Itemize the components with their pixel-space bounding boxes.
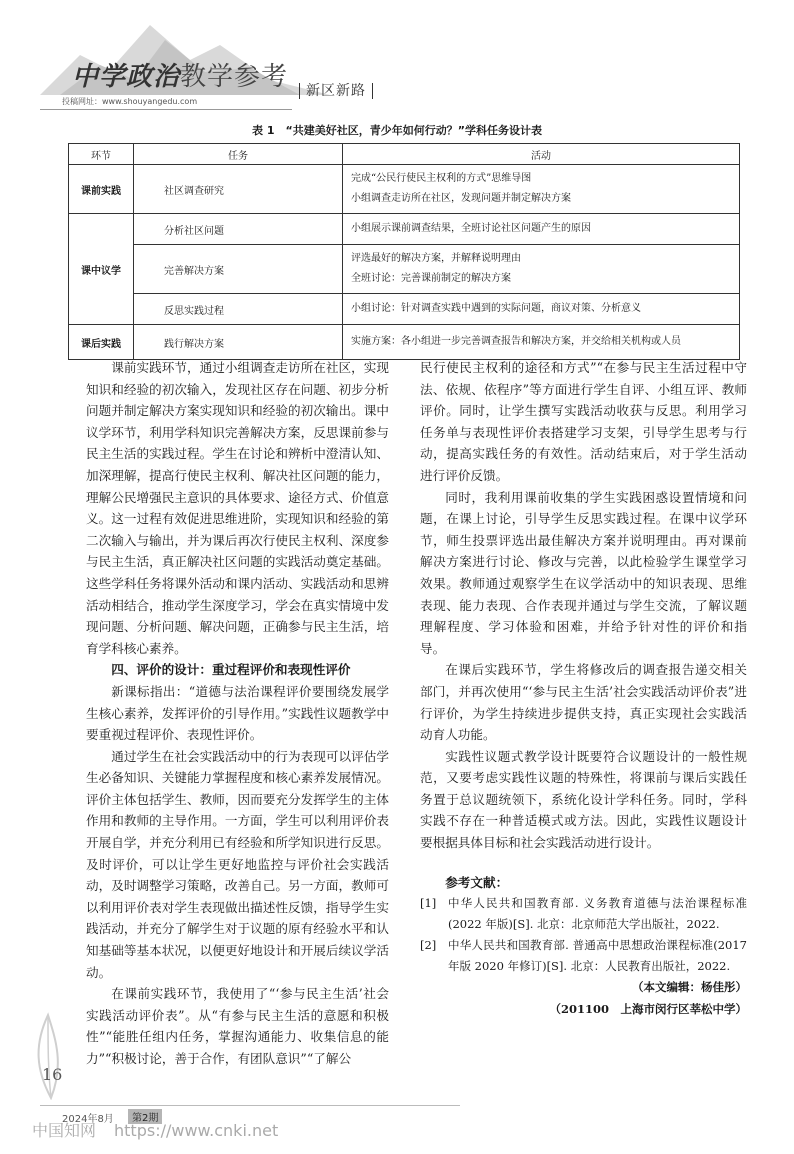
- reference-text: 中华人民共和国教育部. 义务教育道德与法治课程标准(2022 年版)[S]. 北京：北京师范大学出版社，2022.: [448, 896, 747, 932]
- stage-cell: 课后实践: [69, 325, 134, 360]
- column-tag: [293, 80, 379, 100]
- reference-number: [2]: [420, 938, 437, 953]
- submission-site: 投稿网址：www.shouyangedu.com: [62, 97, 198, 106]
- paragraph: 民行使民主权利的途径和方式”“在参与民主生活过程中守法、依规、依程序”等方面进行学生自评、小组互评、教师评价。同时，让学生撰写实践活动收获与反思。利用学习任务单与表现性评价表搭建学习支架，引导学生思考与行动，提高实践任务的有效性。活动结束后，对于学生活动进行评价反馈。: [420, 360, 747, 483]
- task-cell: 反思实践过程: [134, 294, 343, 325]
- reference-item: [420, 893, 747, 935]
- watermark-site: 中国知网: [32, 1121, 97, 1140]
- reference-text: 中华人民共和国教育部. 普通高中思想政治课程标准(2017 年版 2020 年修订)[S]. 北京：人民教育出版社，2022.: [448, 938, 747, 974]
- author-school: （201100 上海市闵行区莘松中学）: [549, 1001, 747, 1016]
- table-caption: 表 1 “共建美好社区，青少年如何行动？”学科任务设计表: [252, 124, 542, 137]
- right-column: [420, 357, 747, 1020]
- activity-line: 完成“公民行使民主权利的方式”思维导图: [351, 173, 532, 184]
- reference-number: [1]: [420, 896, 437, 911]
- table-row: [69, 245, 740, 294]
- activity-line: 小组讨论：针对调查实践中遇到的实际问题，商议对策、分析意义: [351, 303, 641, 314]
- editor-note: （本文编辑：杨佳彤）: [632, 980, 747, 995]
- header-stage: 环节: [69, 144, 134, 165]
- references-title: 参考文献：: [445, 874, 509, 890]
- section-heading: 四、评价的设计：重过程评价和表现性评价: [111, 662, 351, 678]
- issue-date: 2024年8月: [62, 1114, 114, 1125]
- paragraph: 实践性议题式教学设计既要符合议题设计的一般性规范，又要考虑实践性议题的特殊性，将课前与课后实践任务置于总议题统领下，系统化设计学科任务。同时，学科实践不存在一种普适模式或方法。因此，实践性议题设计要根据具体目标和社会实践活动进行设计。: [420, 748, 747, 851]
- activity-cell: [343, 214, 740, 245]
- activity-cell: [343, 294, 740, 325]
- stage-cell: 课中议学: [69, 214, 134, 325]
- table-row: [69, 165, 740, 214]
- issue-number: 第2期: [128, 1109, 162, 1124]
- activity-cell: [343, 245, 740, 294]
- page-number: 16: [42, 1065, 63, 1084]
- left-column: [86, 357, 389, 1070]
- task-cell: 完善解决方案: [134, 245, 343, 294]
- task-design-table: [68, 143, 740, 360]
- journal-title-rest: 教学参考: [180, 62, 289, 92]
- paragraph: 新课标指出：“道德与法治课程评价要围绕发展学生核心素养，发挥评价的引导作用。”实践性议题教学中要重视过程评价、表现性评价。: [86, 683, 389, 743]
- column-name: 新区新路: [306, 83, 366, 99]
- table-row: [69, 325, 740, 360]
- paragraph: 在课后实践环节，学生将修改后的调查报告递交相关部门，并再次使用“‘参与民主生活’社会实践活动评价表”进行评价，为学生持续进步提供支持，真正实现社会实践活动育人功能。: [420, 662, 747, 743]
- watermark-url[interactable]: https://www.cnki.net: [114, 1121, 279, 1140]
- activity-line: 实施方案：各小组进一步完善调查报告和解决方案，并交给相关机构或人员: [351, 336, 681, 347]
- header-task: 任务: [134, 144, 343, 165]
- header-divider: [40, 109, 292, 110]
- table-row: [69, 294, 740, 325]
- paragraph: 课前实践环节，通过小组调查走访所在社区，实现知识和经验的初次输入，发现社区存在问题、初步分析问题并制定解决方案实现知识和经验的初次输出。课中议学环节，利用学科知识完善解决方案，反思课前参与民主生活的实践过程。学生在讨论和辨析中澄清认知、加深理解，提高行使民主权利、解决社区问题的能力，理解公民增强民主意识的具体要求、途径方式、价值意义。这一过程有效促进思维进阶，实现知识和经验的第二次输入与输出，并为课后再次行使民主权利、深度参与民主生活，真正解决社区问题的实践活动奠定基础。这些学科任务将课外活动和课内活动、实践活动和思辨活动相结合，推动学生深度学习，学会在真实情境中发现问题、分析问题、解决问题，正确参与民主生活，培育学科核心素养。: [86, 360, 389, 656]
- activity-line: 全班讨论：完善课前制定的解决方案: [351, 273, 511, 284]
- table-header-row: [69, 144, 740, 165]
- paragraph: 同时，我利用课前收集的学生实践困惑设置情境和问题，在课上讨论，引导学生反思实践过程。在课中议学环节，师生投票评选出最佳解决方案并说明理由。再对课前解决方案进行讨论、修改与完善，以此检验学生课堂学习效果。教师通过观察学生在议学活动中的知识表现、思维表现、能力表现、合作表现并通过与学生交流，了解议题理解程度、学习体验和困难，并给予针对性的评价和指导。: [420, 489, 747, 656]
- table-row: [69, 214, 740, 245]
- activity-line: 小组调查走访所在社区，发现问题并制定解决方案: [351, 193, 571, 204]
- activity-cell: [343, 165, 740, 214]
- task-cell: 分析社区问题: [134, 214, 343, 245]
- journal-title: [72, 56, 288, 93]
- activity-cell: [343, 325, 740, 360]
- task-cell: 社区调查研究: [134, 165, 343, 214]
- footer-divider: [40, 1105, 460, 1106]
- stage-cell: 课前实践: [69, 165, 134, 214]
- cnki-watermark: [32, 1118, 278, 1141]
- paragraph: 在课前实践环节，我使用了“‘参与民主生活’社会实践活动评价表”。从“有参与民主生活的意愿和积极性”“能胜任组内任务，掌握沟通能力、收集信息的能力”“积极讨论，善于合作，有团队意识”“了解公: [86, 986, 389, 1066]
- reference-item: [420, 935, 747, 977]
- paragraph: 通过学生在社会实践活动中的行为表现可以评估学生必备知识、关键能力掌握程度和核心素养发展情况。评价主体包括学生、教师，因而要充分发挥学生的主体作用和教师的主导作用。一方面，学生可以利用评价表开展自学，并充分利用已有经验和所学知识进行反思。及时评价，可以让学生更好地监控与评价社会实践活动，及时调整学习策略，改善自己。另一方面，教师可以利用评价表对学生表现做出描述性反馈，指导学生实践活动，并充分了解学生对于议题的原有经验水平和认知基础等基本状况，以便更好地设计和开展后续议学活动。: [86, 748, 389, 980]
- activity-line: 小组展示课前调查结果，全班讨论社区问题产生的原因: [351, 223, 591, 234]
- leaf-decoration-icon: [26, 1010, 76, 1100]
- task-cell: 践行解决方案: [134, 325, 343, 360]
- activity-line: 评选最好的解决方案，并解释说明理由: [351, 253, 521, 264]
- header-activity: 活动: [343, 144, 740, 165]
- journal-title-hand: 中学政治: [72, 62, 181, 92]
